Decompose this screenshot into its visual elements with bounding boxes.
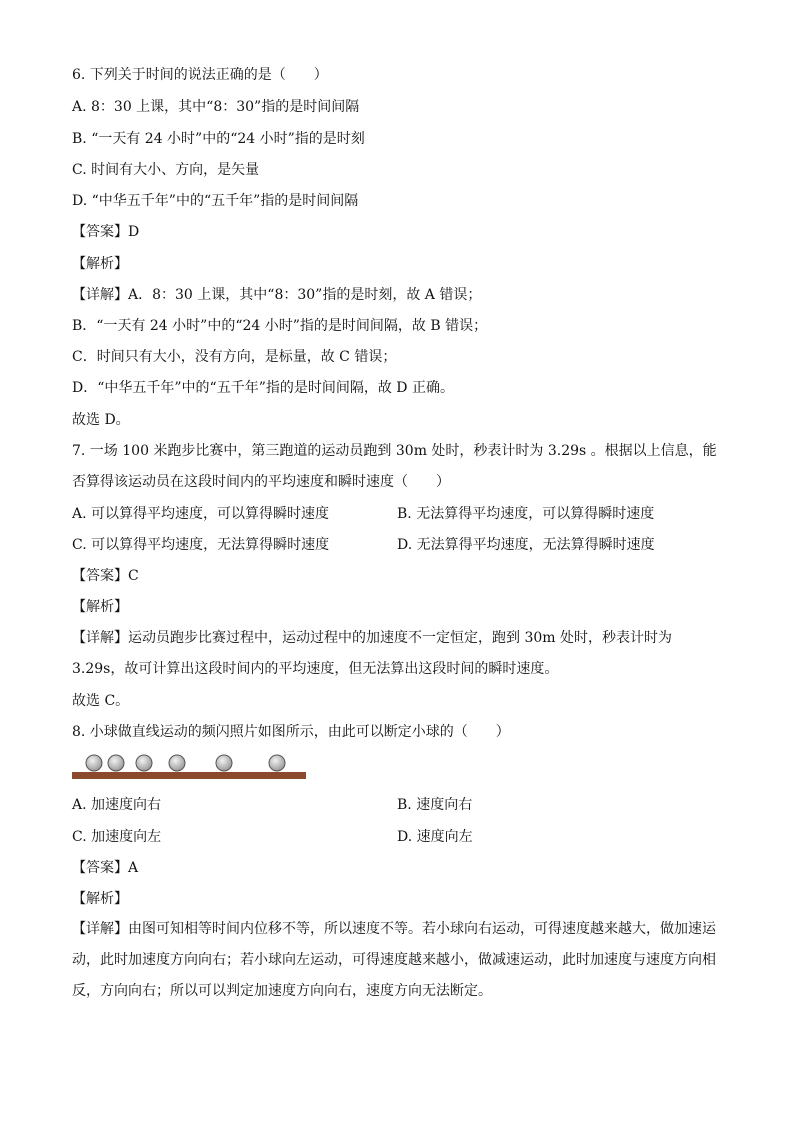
q6-analysis-label: 【解析】 — [72, 256, 128, 272]
q7-detail: 【详解】运动员跑步比赛过程中，运动过程中的加速度不一定恒定，跑到 30m 处时，秒表计时为 3.29s，故可计算出这段时间内的平均速度，但无法算出这段时间的瞬时速度。 — [72, 630, 672, 677]
q8-analysis-label: 【解析】 — [72, 891, 128, 907]
q8-answer: 【答案】A — [72, 860, 139, 876]
q6-option-b: B. “一天有 24 小时”中的“24 小时”指的是时刻 — [72, 131, 365, 147]
q7-answer: 【答案】C — [72, 568, 139, 584]
q6-stem: 6. 下列关于时间的说法正确的是（ ） — [72, 67, 328, 83]
ball-4 — [169, 755, 185, 771]
q6-answer: 【答案】D — [72, 224, 140, 240]
q6-detail-a: 【详解】A．8：30 上课，其中“8：30”指的是时刻，故 A 错误； — [72, 287, 482, 303]
q8-detail: 【详解】由图可知相等时间内位移不等，所以速度不等。若小球向右运动，可得速度越来越大，做加速运动，此时加速度方向向右；若小球向左运动，可得速度越来越小，做减速运动，此时加速度与速度方向相反，方向向右；所以可以判定加速度方向向右，速度方向无法断定。 — [72, 921, 716, 999]
q7-conclusion: 故选 C。 — [72, 693, 130, 709]
q6-detail-d: D．“中华五千年”中的“五千年”指的是时间间隔，故 D 正确。 — [72, 380, 454, 396]
q7-analysis-label: 【解析】 — [72, 599, 128, 615]
q6-detail-b: B．“一天有 24 小时”中的“24 小时”指的是时间间隔，故 B 错误； — [72, 318, 488, 334]
ball-6 — [269, 755, 285, 771]
q8-option-c: C. 加速度向左 — [72, 829, 162, 845]
q6-conclusion: 故选 D。 — [72, 412, 130, 428]
q7-option-d: D. 无法算得平均速度，无法算得瞬时速度 — [397, 537, 655, 553]
q6-option-a: A. 8：30 上课，其中“8：30”指的是时间间隔 — [72, 99, 360, 115]
ball-1 — [86, 755, 102, 771]
q8-option-d: D. 速度向左 — [397, 829, 473, 845]
ball-2 — [108, 755, 124, 771]
q7-option-a: A. 可以算得平均速度，可以算得瞬时速度 — [72, 506, 330, 522]
ball-3 — [136, 755, 152, 771]
q6-detail-c: C．时间只有大小，没有方向，是标量，故 C 错误； — [72, 349, 397, 365]
q7-option-b: B. 无法算得平均速度，可以算得瞬时速度 — [397, 506, 655, 522]
ground-bar — [72, 772, 306, 779]
ball-5 — [216, 755, 232, 771]
q7-stem: 7. 一场 100 米跑步比赛中，第三跑道的运动员跑到 30m 处时，秒表计时为 3.29s 。根据以上信息，能否算得该运动员在这段时间内的平均速度和瞬时速度（ ） — [72, 443, 717, 490]
strobe-photo-svg — [72, 750, 308, 782]
q8-option-a: A. 加速度向右 — [72, 797, 162, 813]
q7-option-c: C. 可以算得平均速度，无法算得瞬时速度 — [72, 537, 330, 553]
strobe-photo-figure — [72, 750, 308, 782]
q6-option-c: C. 时间有大小、方向，是矢量 — [72, 162, 260, 178]
q6-option-d: D. “中华五千年”中的“五千年”指的是时间间隔 — [72, 193, 359, 209]
q8-option-b: B. 速度向右 — [397, 797, 473, 813]
q8-stem: 8. 小球做直线运动的频闪照片如图所示，由此可以断定小球的（ ） — [72, 724, 510, 740]
